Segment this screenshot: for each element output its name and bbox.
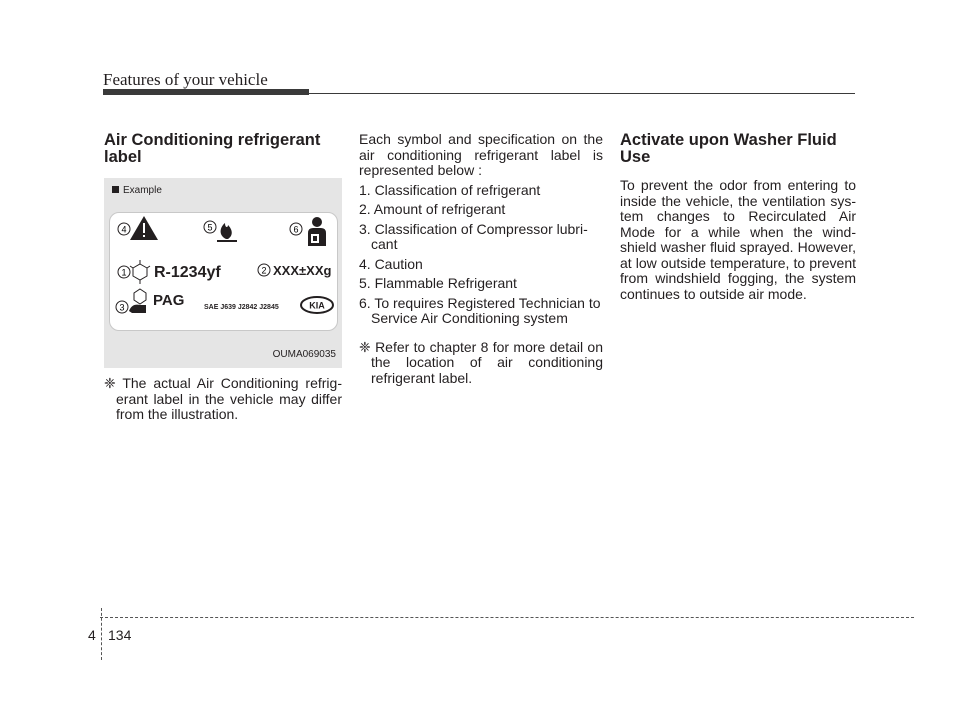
label-num-5: 5 (207, 222, 213, 233)
example-tag-text: Example (123, 185, 162, 196)
left-column (104, 132, 342, 423)
refrigerant-label-card (109, 212, 338, 331)
right-column (620, 132, 856, 302)
refrigerant-label-graphic (110, 213, 337, 330)
label-num-1: 1 (121, 267, 127, 278)
note-mark-icon: ❈ (104, 375, 116, 391)
section-heading-washer-fluid: Activate upon Washer Fluid Use (620, 131, 837, 166)
footer-divider (101, 608, 102, 660)
chapter-number: 4 (88, 627, 96, 643)
bullet-square-icon (112, 186, 119, 193)
caution-triangle-icon (130, 216, 158, 240)
list-item: 2. Amount of refrigerant (359, 201, 506, 217)
refrigerant-label-figure (104, 178, 342, 368)
symbols-intro: Each symbol and specification on the air conditioning refrigerant label is represented below : (359, 131, 603, 178)
label-refrigerant-type: R-1234yf (154, 264, 221, 281)
footer-rule (100, 617, 914, 618)
flame-icon (217, 223, 237, 242)
label-num-6: 6 (293, 224, 299, 235)
header-rule (309, 93, 855, 94)
example-tag (112, 183, 162, 199)
page-header-title: Features of your vehicle (103, 70, 268, 89)
location-note (359, 340, 603, 387)
figure-note-text: The actual Air Conditioning refrig-erant label in the vehicle may differ from the illustration. (116, 375, 342, 422)
label-num-3: 3 (119, 302, 125, 313)
location-note-text: Refer to chapter 8 for more detail on the location of air conditioning refrigerant label. (371, 338, 603, 386)
oil-can-icon (129, 289, 146, 313)
label-sae-standards: SAE J639 J2842 J2845 (204, 304, 279, 311)
list-item: 1. Classification of refrigerant (359, 181, 541, 198)
washer-fluid-body: To prevent the odor from entering to inside the vehicle, the ventilation sys-tem changes to Recirculated Air Mode for a while when the wind-shield washer fluid sprayed. However, at low outside temperature, to prevent from windshield fogging, the system continues to outside air mode. (620, 177, 856, 302)
note-mark-icon: ❈ (359, 338, 371, 355)
label-refrigerant-amount: XXX±XXg (273, 263, 332, 278)
figure-note (104, 376, 342, 423)
technician-icon (308, 217, 326, 246)
figure-code: OUMA069035 (272, 348, 336, 360)
label-oil-type: PAG (153, 292, 185, 309)
snowflake-icon (130, 260, 150, 284)
list-item: 3. Classification of Compressor lubri-cant (359, 220, 588, 252)
kia-logo-text: KIA (309, 300, 325, 311)
section-heading-refrigerant-label: Air Conditioning refrigerant label (104, 131, 321, 166)
header-bar (103, 89, 309, 95)
label-num-4: 4 (121, 224, 127, 235)
list-item: 5. Flammable Refrigerant (359, 275, 517, 291)
label-num-2: 2 (261, 265, 267, 276)
page-number: 134 (108, 627, 132, 643)
list-item: 6. To requires Registered Technician to Service Air Conditioning system (359, 294, 601, 326)
middle-column (359, 132, 603, 386)
list-item: 4. Caution (359, 255, 423, 272)
